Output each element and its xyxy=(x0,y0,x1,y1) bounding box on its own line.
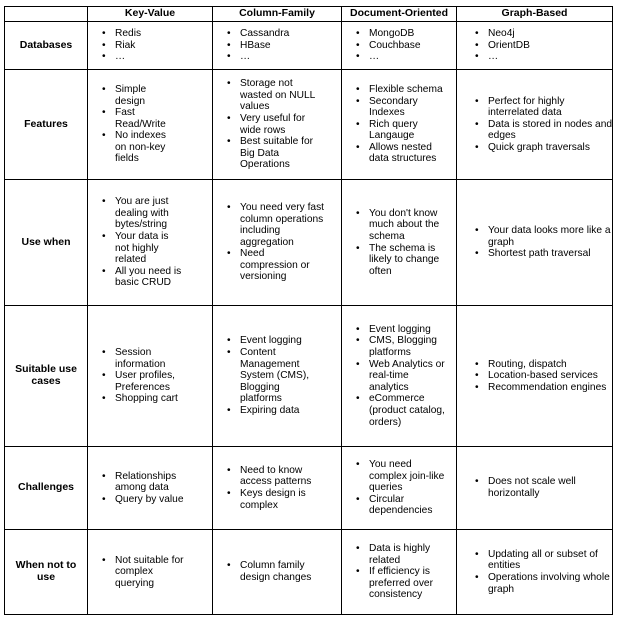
cell-when-not-to-use-document-oriented xyxy=(342,530,457,615)
row-label: Suitable use cases xyxy=(5,306,88,447)
cell-features-column-family xyxy=(213,70,342,180)
bullet-list xyxy=(350,84,450,165)
cell-features-document-oriented xyxy=(342,70,457,180)
row-suitable-use-cases xyxy=(5,306,613,447)
bullet-item: • Not suitable for complex querying xyxy=(96,555,189,590)
bullet-item: • … xyxy=(221,51,324,63)
bullet-item: • Quick graph traversals xyxy=(469,142,614,154)
cell-use-when-document-oriented xyxy=(342,180,457,306)
cell-challenges-graph-based xyxy=(457,447,613,530)
bullet-item: • User profiles, Preferences xyxy=(96,370,178,393)
cell-use-when-graph-based xyxy=(457,180,613,306)
bullet-item: • Circular dependencies xyxy=(350,494,450,517)
header-column-family: Column-Family xyxy=(213,7,342,22)
row-challenges xyxy=(5,447,613,530)
bullet-item: • Very useful for wide rows xyxy=(221,113,324,136)
cell-features-key-value xyxy=(88,70,213,180)
bullet-item: • Content Management System (CMS), Blogging platforms xyxy=(221,347,324,405)
cell-suitable-use-cases-column-family xyxy=(213,306,342,447)
bullet-item: • Secondary Indexes xyxy=(350,96,450,119)
bullet-item: • Best suitable for Big Data Operations xyxy=(221,136,324,171)
bullet-item: • Session information xyxy=(96,347,178,370)
bullet-list xyxy=(469,359,614,394)
bullet-item: • … xyxy=(469,51,614,63)
bullet-item: • Allows nested data structures xyxy=(350,142,450,165)
bullet-item: • Web Analytics or real-time analytics xyxy=(350,359,450,394)
cell-challenges-column-family xyxy=(213,447,342,530)
bullet-item: • Need to know access patterns xyxy=(221,465,324,488)
row-label: Features xyxy=(5,70,88,180)
bullet-item: • Simple design xyxy=(96,84,178,107)
cell-suitable-use-cases-key-value xyxy=(88,306,213,447)
bullet-list xyxy=(221,560,324,583)
bullet-item: • Flexible schema xyxy=(350,84,450,96)
bullet-item: • Couchbase xyxy=(350,40,450,52)
cell-use-when-key-value xyxy=(88,180,213,306)
bullet-item: • Data is stored in nodes and edges xyxy=(469,119,614,142)
row-label: Challenges xyxy=(5,447,88,530)
bullet-list xyxy=(350,543,450,601)
bullet-item: • You need very fast column operations including aggregation xyxy=(221,202,324,248)
bullet-list xyxy=(221,465,324,511)
bullet-list xyxy=(96,555,189,590)
cell-challenges-document-oriented xyxy=(342,447,457,530)
bullet-item: • Neo4j xyxy=(469,28,614,40)
bullet-item: • eCommerce (product catalog, orders) xyxy=(350,393,450,428)
bullet-item: • You are just dealing with bytes/string xyxy=(96,196,182,231)
bullet-item: • CMS, Blogging platforms xyxy=(350,335,450,358)
row-use-when xyxy=(5,180,613,306)
bullet-item: • Relationships among data xyxy=(96,471,189,494)
bullet-item: • Redis xyxy=(96,28,189,40)
bullet-item: • Does not scale well horizontally xyxy=(469,476,614,499)
header-row xyxy=(5,7,613,22)
bullet-item: • Keys design is complex xyxy=(221,488,324,511)
bullet-item: • Rich query Langauge xyxy=(350,119,450,142)
cell-when-not-to-use-key-value xyxy=(88,530,213,615)
bullet-list xyxy=(469,28,614,63)
bullet-item: • You need complex join-like queries xyxy=(350,459,450,494)
cell-use-when-column-family xyxy=(213,180,342,306)
bullet-list xyxy=(350,208,450,278)
nosql-comparison-table xyxy=(4,6,613,615)
bullet-list xyxy=(221,202,324,283)
bullet-item: • Location-based services xyxy=(469,370,614,382)
bullet-item: • Routing, dispatch xyxy=(469,359,614,371)
bullet-item: • Fast Read/Write xyxy=(96,107,178,130)
bullet-list xyxy=(221,335,324,416)
bullet-item: • Shortest path traversal xyxy=(469,248,614,260)
bullet-list xyxy=(96,347,178,405)
bullet-item: • All you need is basic CRUD xyxy=(96,266,182,289)
bullet-list xyxy=(350,28,450,63)
row-label: When not to use xyxy=(5,530,88,615)
bullet-item: • Expiring data xyxy=(221,405,324,417)
row-label: Use when xyxy=(5,180,88,306)
bullet-item: • If efficiency is preferred over consistency xyxy=(350,566,450,601)
cell-challenges-key-value xyxy=(88,447,213,530)
bullet-list xyxy=(96,471,189,506)
cell-features-graph-based xyxy=(457,70,613,180)
row-label: Databases xyxy=(5,22,88,70)
bullet-item: • Riak xyxy=(96,40,189,52)
bullet-list xyxy=(350,324,450,428)
bullet-item: • Shopping cart xyxy=(96,393,178,405)
bullet-list xyxy=(350,459,450,517)
bullet-list xyxy=(469,476,614,499)
bullet-item: • Perfect for highly interrelated data xyxy=(469,96,614,119)
bullet-item: • Cassandra xyxy=(221,28,324,40)
bullet-item: • HBase xyxy=(221,40,324,52)
row-when-not-to-use xyxy=(5,530,613,615)
bullet-item: • MongoDB xyxy=(350,28,450,40)
bullet-item: • Data is highly related xyxy=(350,543,450,566)
bullet-item: • Event logging xyxy=(221,335,324,347)
bullet-item: • … xyxy=(350,51,450,63)
bullet-item: • Need compression or versioning xyxy=(221,248,324,283)
bullet-list xyxy=(96,84,178,165)
bullet-item: • Storage not wasted on NULL values xyxy=(221,78,324,113)
bullet-item: • Your data looks more like a graph xyxy=(469,225,614,248)
bullet-list xyxy=(221,78,324,171)
cell-suitable-use-cases-graph-based xyxy=(457,306,613,447)
cell-when-not-to-use-column-family xyxy=(213,530,342,615)
header-corner xyxy=(5,7,88,22)
row-features xyxy=(5,70,613,180)
bullet-item: • No indexes on non-key fields xyxy=(96,130,178,165)
row-databases xyxy=(5,22,613,70)
cell-databases-document-oriented xyxy=(342,22,457,70)
bullet-item: • Event logging xyxy=(350,324,450,336)
cell-when-not-to-use-graph-based xyxy=(457,530,613,615)
cell-databases-key-value xyxy=(88,22,213,70)
bullet-item: • You don't know much about the schema xyxy=(350,208,450,243)
bullet-item: • … xyxy=(96,51,189,63)
header-document-oriented: Document-Oriented xyxy=(342,7,457,22)
bullet-list xyxy=(96,196,182,289)
cell-databases-graph-based xyxy=(457,22,613,70)
bullet-item: • Updating all or subset of entities xyxy=(469,549,614,572)
bullet-list xyxy=(469,96,614,154)
bullet-item: • Recommendation engines xyxy=(469,382,614,394)
bullet-list xyxy=(469,225,614,260)
bullet-item: • Your data is not highly related xyxy=(96,231,182,266)
bullet-list xyxy=(221,28,324,63)
bullet-item: • Operations involving whole graph xyxy=(469,572,614,595)
cell-suitable-use-cases-document-oriented xyxy=(342,306,457,447)
bullet-list xyxy=(96,28,189,63)
bullet-item: • Column family design changes xyxy=(221,560,324,583)
bullet-list xyxy=(469,549,614,595)
bullet-item: • The schema is likely to change often xyxy=(350,243,450,278)
header-graph-based: Graph-Based xyxy=(457,7,613,22)
bullet-item: • OrientDB xyxy=(469,40,614,52)
header-key-value: Key-Value xyxy=(88,7,213,22)
bullet-item: • Query by value xyxy=(96,494,189,506)
cell-databases-column-family xyxy=(213,22,342,70)
